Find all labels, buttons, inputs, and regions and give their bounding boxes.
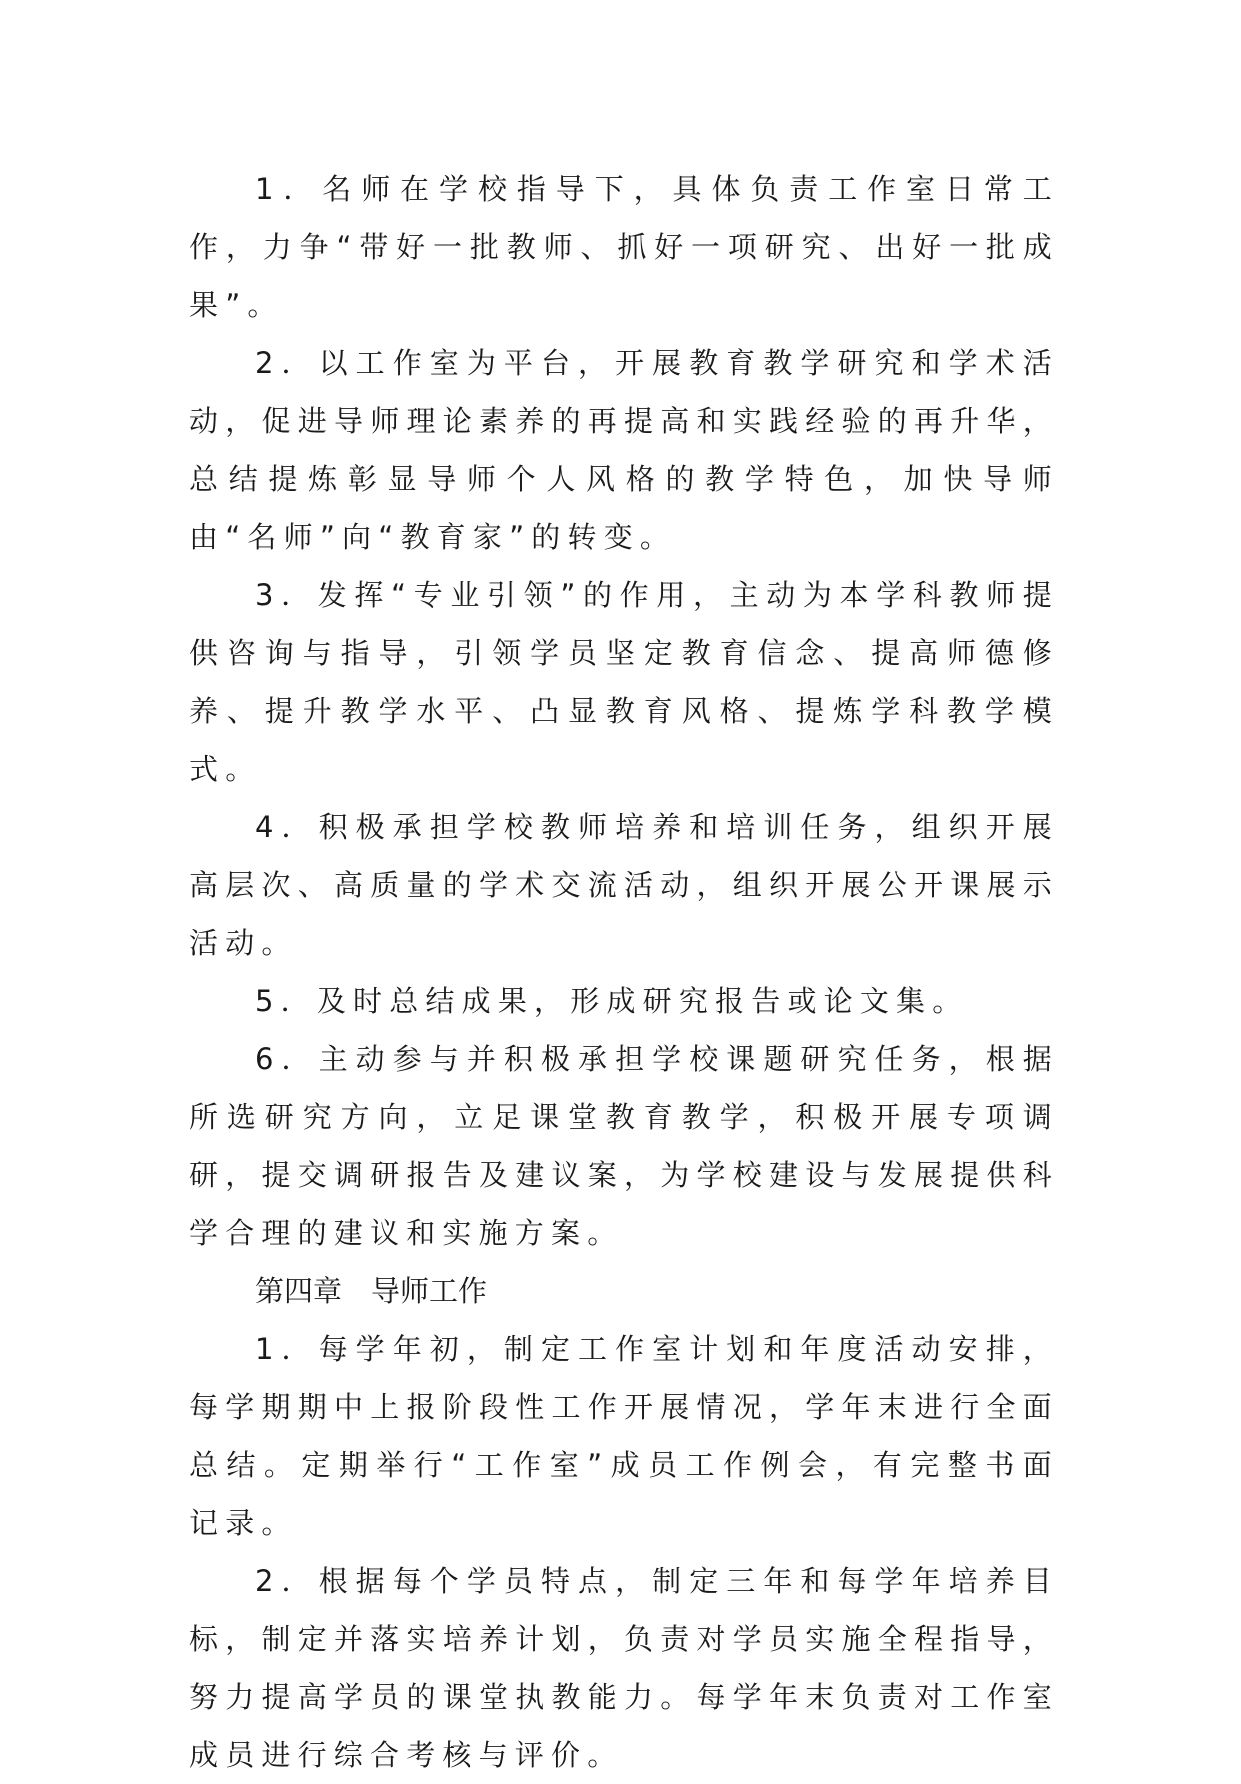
chapter-heading: 第四章 导师工作 [255, 1274, 488, 1308]
paragraph-mentor-1: 1．每学年初，制定工作室计划和年度活动安排，每学期期中上报阶段性工作开展情况，学年末进行全面总结。定期举行“工作室”成员工作例会，有完整书面记录。 [189, 1332, 1059, 1540]
paragraph-duty-4: 4．积极承担学校教师培养和培训任务，组织开展高层次、高质量的学术交流活动，组织开展公开课展示活动。 [189, 810, 1059, 960]
paragraph-duty-6: 6．主动参与并积极承担学校课题研究任务，根据所选研究方向，立足课堂教育教学，积极开展专项调研，提交调研报告及建议案，为学校建设与发展提供科学合理的建议和实施方案。 [189, 1042, 1059, 1250]
paragraph-duty-3: 3．发挥“专业引领”的作用，主动为本学科教师提供咨询与指导，引领学员坚定教育信念、提高师德修养、提升教学水平、凸显教育风格、提炼学科教学模式。 [189, 578, 1059, 786]
document-body [189, 160, 1059, 1784]
paragraph-mentor-2: 2．根据每个学员特点，制定三年和每学年培养目标，制定并落实培养计划，负责对学员实施全程指导，努力提高学员的课堂执教能力。每学年末负责对工作室成员进行综合考核与评价。 [189, 1564, 1059, 1772]
paragraph-duty-2: 2．以工作室为平台，开展教育教学研究和学术活动，促进导师理论素养的再提高和实践经验的再升华，总结提炼彰显导师个人风格的教学特色，加快导师由“名师”向“教育家”的转变。 [189, 346, 1059, 554]
paragraph-duty-1: 1．名师在学校指导下，具体负责工作室日常工作，力争“带好一批教师、抓好一项研究、出好一批成果”。 [189, 172, 1059, 322]
paragraph-duty-5: 5．及时总结成果，形成研究报告或论文集。 [255, 984, 969, 1018]
